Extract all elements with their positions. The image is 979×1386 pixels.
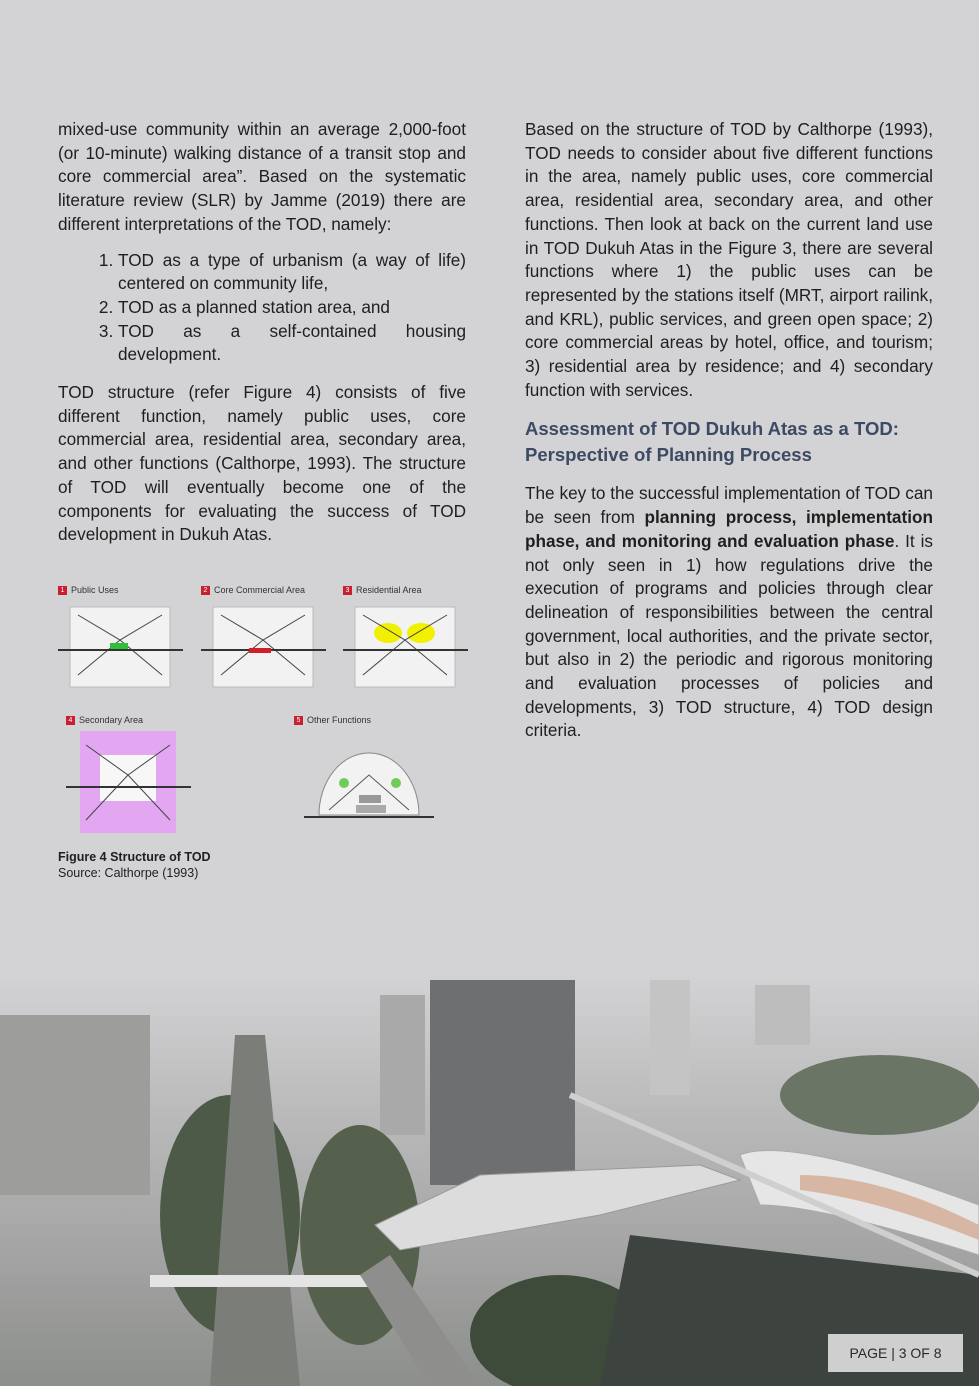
figure-panel-public-uses [58, 585, 183, 695]
right-column [525, 118, 933, 755]
figure-panel-residential [343, 585, 468, 695]
tod-diagram-2 [201, 595, 326, 690]
list-item: 1. TOD as a type of urbanism (a way of life) centered on community life, [118, 249, 466, 296]
page-number: PAGE | 3 OF 8 [828, 1334, 963, 1372]
tod-diagram-3 [343, 595, 468, 690]
panel-label: Public Uses [71, 585, 119, 595]
bold-text-run: planning process, implementation phase, and monitoring and evaluation phase [525, 507, 933, 551]
list-item: 3. TOD as a self-contained housing development. [118, 320, 466, 367]
list-item: 2. TOD as a planned station area, and [118, 296, 466, 320]
panel-label: Other Functions [307, 715, 372, 725]
figure-panel-core-commercial [201, 585, 326, 695]
panel-number: 4 [66, 716, 75, 725]
highlight-block [249, 648, 271, 653]
panel-label: Core Commercial Area [214, 585, 306, 595]
left-paragraph-1: mixed-use community within an average 2,000-foot (or 10-minute) walking distance of a transit stop and core commercial area”. Based on the systematic literature review (SLR) by Jamme (2019) there are different interpretations of the TOD, namely: [58, 119, 466, 234]
figure-panel-secondary [66, 715, 191, 840]
panel-number: 5 [294, 716, 303, 725]
figure-caption [58, 849, 211, 881]
figure-panel-other-functions [294, 715, 444, 840]
caption-title: Figure 4 Structure of TOD [58, 850, 211, 864]
panel-number: 3 [343, 586, 352, 595]
figure-tod-structure [58, 585, 468, 835]
highlight-block [110, 643, 128, 649]
tod-diagram-1 [58, 595, 183, 690]
tod-diagram-5 [294, 725, 444, 835]
city-photo-illustration [0, 975, 979, 1386]
left-paragraph-2: TOD structure (refer Figure 4) consists of five different function, namely public uses, core commercial area, residential area, secondary area, and other functions (Calthorpe, 1993). The structure of TOD will eventually become one of the components for evaluating the success of TOD development in Dukuh Atas. [58, 382, 466, 545]
panel-label: Secondary Area [79, 715, 144, 725]
interpretation-list [58, 249, 466, 368]
left-column [58, 118, 466, 559]
text-run: . It is not only seen in 1) how regulations drive the execution of programs and policies through clear delineation of responsibilities between the central government, local authorities, and the private sector, but also in 2) the periodic and rigorous monitoring and evaluation processes of policies and developments, 3) TOD structure, 4) TOD design criteria. [525, 530, 933, 741]
panel-label: Residential Area [356, 585, 422, 595]
aerial-photo [0, 975, 979, 1386]
section-heading: Assessment of TOD Dukuh Atas as a TOD: Perspective of Planning Process [525, 418, 899, 466]
panel-number: 1 [58, 586, 67, 595]
panel-number: 2 [201, 586, 210, 595]
right-paragraph-1: Based on the structure of TOD by Calthorpe (1993), TOD needs to consider about five different functions in the area, namely public uses, core commercial area, residential area, secondary area, and other functions. Then look at back on the current land use in TOD Dukuh Atas in the Figure 3, there are several functions where 1) the public uses can be represented by the stations itself (MRT, airport railink, and KRL), public services, and green open space; 2) core commercial areas by hotel, office, and tourism; 3) residential area by residence; and 4) secondary function with services. [525, 119, 933, 400]
right-paragraph-2 [525, 482, 933, 743]
text-run: The key to the successful implementation of TOD can be seen from [525, 483, 933, 528]
tod-diagram-4 [66, 725, 191, 835]
caption-source: Source: Calthorpe (1993) [58, 866, 199, 880]
